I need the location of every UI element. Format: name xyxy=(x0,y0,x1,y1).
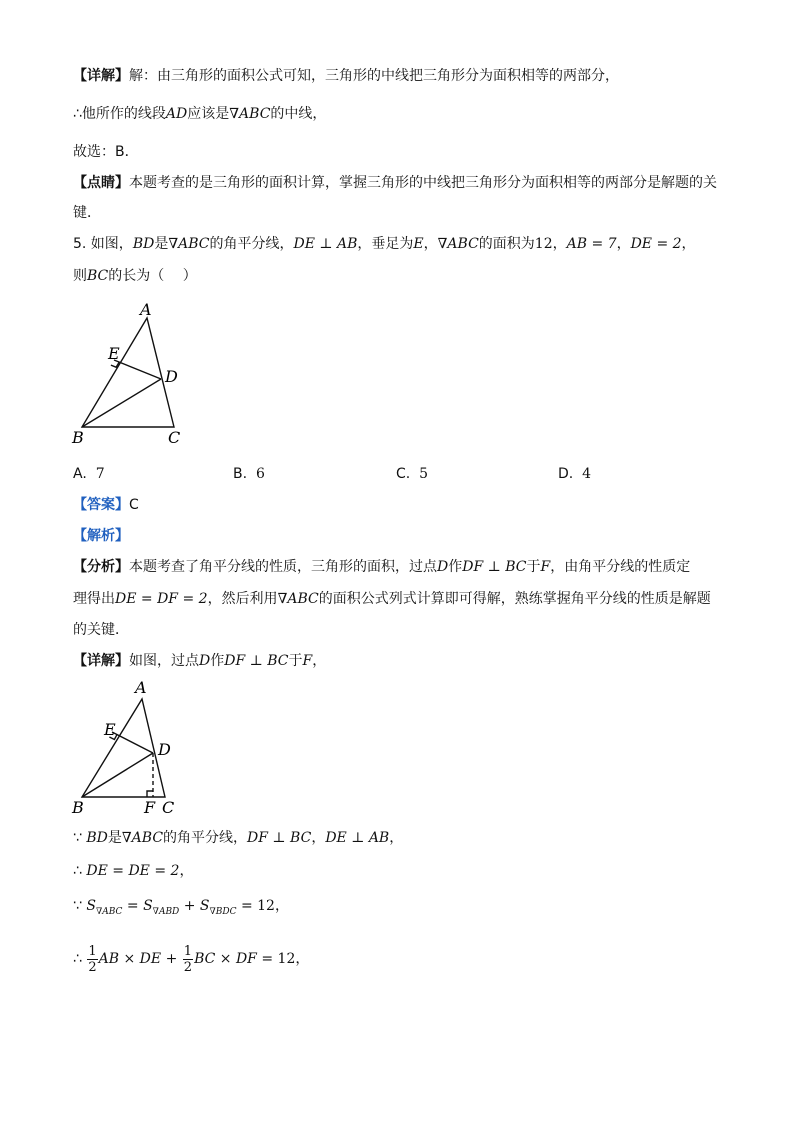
option-value: 7 xyxy=(95,466,105,482)
text: 作 xyxy=(448,559,463,575)
text: 则 xyxy=(73,268,87,284)
text: 理得出 xyxy=(73,591,115,607)
triangle-abc xyxy=(82,318,174,427)
analysis-line-3 xyxy=(73,620,129,640)
detail-tag: 【详解】 xyxy=(73,68,129,84)
text: 的长为（ ） xyxy=(108,268,197,284)
segment-de xyxy=(114,360,161,379)
text: 的关键． xyxy=(73,622,129,638)
text: ， xyxy=(681,236,696,252)
because-symbol: ∵ xyxy=(73,830,82,846)
text: ， xyxy=(179,863,194,879)
text: 是 xyxy=(107,830,122,846)
right-angle-mark-f xyxy=(147,791,153,797)
question-5-line-1 xyxy=(73,234,696,254)
text: ， xyxy=(274,898,289,914)
label-d: D xyxy=(158,740,171,759)
area-symbol: S xyxy=(143,898,153,914)
label-a: A xyxy=(135,678,147,697)
text: 的角平分线， xyxy=(209,236,294,252)
text: ， xyxy=(552,236,567,252)
text: 的面积为 xyxy=(478,236,535,252)
math: F xyxy=(540,559,551,575)
therefore-symbol: ∴ xyxy=(73,951,82,967)
math: ∇ABC xyxy=(168,236,210,252)
option-b xyxy=(233,464,265,484)
question-5-line-2 xyxy=(73,266,197,286)
math: = 12 xyxy=(256,951,296,967)
label-a: A xyxy=(140,300,152,319)
segment-bd xyxy=(82,379,161,427)
text: ， xyxy=(616,236,631,252)
option-label: C. xyxy=(396,466,411,482)
option-value: 6 xyxy=(255,466,265,482)
text: 于 xyxy=(288,653,303,669)
text: 故选：B． xyxy=(73,144,139,160)
math: F xyxy=(302,653,313,669)
step-1 xyxy=(73,828,403,848)
math: ∇ABC xyxy=(229,106,271,122)
answer-value: C xyxy=(129,497,139,513)
step-3 xyxy=(73,896,289,922)
math: + xyxy=(179,898,200,914)
label-e: E xyxy=(104,720,116,739)
figure-triangle-2 xyxy=(60,675,200,825)
label-c: C xyxy=(168,428,181,447)
math: AB = 7 xyxy=(566,236,617,252)
option-label: A. xyxy=(73,466,87,482)
fraction-half xyxy=(87,944,97,975)
text: 是 xyxy=(154,236,169,252)
text: ，由角平分线的性质定 xyxy=(550,559,691,575)
text: ， xyxy=(312,653,327,669)
text: ， xyxy=(423,236,438,252)
option-label: B. xyxy=(233,466,248,482)
paragraph-comment xyxy=(73,173,717,193)
text: 的面积公式列式计算即可得解，熟练掌握角平分线的性质是解题 xyxy=(318,591,711,607)
math: DE ⊥ AB xyxy=(293,236,358,252)
option-value: 5 xyxy=(419,466,429,482)
math: DF ⊥ BC xyxy=(462,559,527,575)
math: ∇ABC xyxy=(277,591,319,607)
math: = xyxy=(122,898,144,914)
area-symbol: S xyxy=(199,898,210,914)
math: ∇ABC xyxy=(437,236,479,252)
option-a xyxy=(73,464,105,484)
area-symbol: S xyxy=(86,898,96,914)
text: 的中线， xyxy=(270,106,327,122)
segment-de xyxy=(112,732,153,753)
math: 12 xyxy=(534,236,553,252)
question-number: 5. 如图， xyxy=(73,236,133,252)
text: 作 xyxy=(210,653,225,669)
math: DF ⊥ BC xyxy=(224,653,289,669)
math: E xyxy=(413,236,424,252)
numerator: 1 xyxy=(183,943,193,959)
math: DE = 2 xyxy=(630,236,682,252)
math: ∇ABC xyxy=(121,830,164,846)
option-label: D. xyxy=(558,466,574,482)
comment-tag: 【点睛】 xyxy=(73,175,129,191)
paragraph-conclusion xyxy=(73,104,326,124)
text: 应该是 xyxy=(187,106,230,122)
figure-triangle-1 xyxy=(60,295,200,455)
step-2 xyxy=(73,861,193,881)
denominator: 2 xyxy=(183,959,193,975)
math: DE = DE = 2 xyxy=(86,863,180,879)
area-subscript: ∇BDC xyxy=(209,907,237,917)
option-d xyxy=(558,464,591,484)
math: DE = DF = 2 xyxy=(115,591,208,607)
option-c xyxy=(396,464,428,484)
answer-line xyxy=(73,495,139,515)
text: 本题考查的是三角形的面积计算，掌握三角形的中线把三角形分为面积相等的两部分是解题的关 xyxy=(129,175,717,191)
label-e: E xyxy=(108,344,120,363)
denominator: 2 xyxy=(88,959,97,975)
text: ，垂足为 xyxy=(357,236,414,252)
analysis-sub-tag: 【分析】 xyxy=(73,559,129,575)
text: 键． xyxy=(73,205,101,221)
math: AB × DE xyxy=(98,951,162,967)
math: BC × DF xyxy=(194,951,257,967)
math: BC xyxy=(87,268,109,284)
option-value: 4 xyxy=(582,466,592,482)
answer-tag: 【答案】 xyxy=(73,497,129,513)
detail-line xyxy=(73,651,326,671)
math: DF ⊥ BC xyxy=(247,830,312,846)
detail-text: 解：由三角形的面积公式可知，三角形的中线把三角形分为面积相等的两部分， xyxy=(129,68,619,84)
math: BD xyxy=(132,236,155,252)
text: ， xyxy=(295,951,310,967)
label-b: B xyxy=(72,428,84,447)
paragraph-choice xyxy=(73,142,139,162)
math: DE ⊥ AB xyxy=(325,830,390,846)
analysis-tag: 【解析】 xyxy=(73,528,129,544)
text: 本题考查了角平分线的性质，三角形的面积，过点 xyxy=(129,559,437,575)
text: ，然后利用 xyxy=(207,591,278,607)
math: BD xyxy=(86,830,108,846)
analysis-line xyxy=(73,526,129,546)
area-subscript: ∇ABC xyxy=(95,907,123,917)
text: 于 xyxy=(526,559,541,575)
numerator: 1 xyxy=(88,943,97,959)
segment-bd xyxy=(82,753,153,797)
math: AD xyxy=(165,106,188,122)
because-symbol: ∵ xyxy=(73,898,82,914)
math: = 12 xyxy=(236,898,275,914)
text: 的角平分线， xyxy=(163,830,248,846)
math: + xyxy=(161,951,182,967)
math: D xyxy=(437,559,449,575)
fraction-half xyxy=(183,944,193,975)
label-b: B xyxy=(72,798,84,817)
text: ， xyxy=(389,830,404,846)
detail-tag: 【详解】 xyxy=(73,653,129,669)
text: ， xyxy=(311,830,326,846)
analysis-line-2 xyxy=(73,589,711,609)
therefore-symbol: ∴ xyxy=(73,863,82,879)
paragraph-detail-1 xyxy=(73,66,619,86)
step-4 xyxy=(73,942,309,976)
area-subscript: ∇ABD xyxy=(152,907,180,917)
label-f: F xyxy=(144,798,156,817)
text: ∴他所作的线段 xyxy=(73,106,166,122)
paragraph-comment-cont xyxy=(73,203,101,223)
math: D xyxy=(199,653,211,669)
label-d: D xyxy=(165,367,178,386)
analysis-line-1 xyxy=(73,557,690,577)
text: 如图，过点 xyxy=(129,653,199,669)
label-c: C xyxy=(162,798,175,817)
